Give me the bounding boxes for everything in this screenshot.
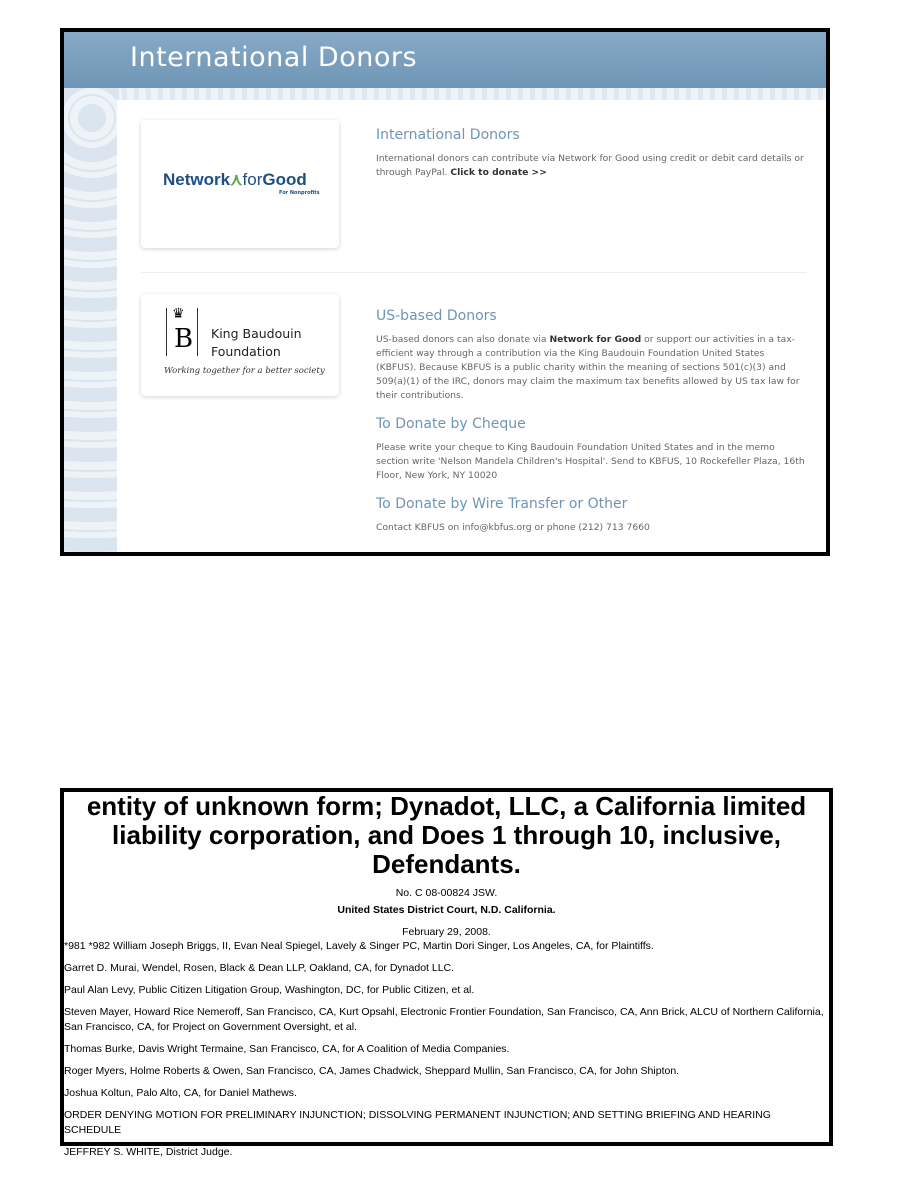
section-text: Please write your cheque to King Baudouin Foundation United States and in the memo section write 'Nelson Mandela Children's Hospital'. Send to KBFUS, 10 Rockefeller Plaza, 16th Floor, New York, NY 10020	[376, 442, 805, 481]
content-card	[117, 100, 826, 552]
person-icon: ⋏	[230, 170, 243, 189]
counsel-line: Thomas Burke, Davis Wright Termaine, San Francisco, CA, for A Coalition of Media Companies.	[64, 1043, 510, 1055]
logo-subtext: For Nonprofits	[279, 190, 320, 196]
section-wire	[376, 496, 806, 535]
click-to-donate-link[interactable]: Click to donate >>	[450, 167, 547, 178]
crown-icon: ♛	[172, 306, 185, 322]
court-name: United States District Court, N.D. California.	[337, 904, 556, 916]
network-for-good-link[interactable]: Network for Good	[549, 334, 642, 345]
section-international	[376, 127, 806, 180]
section-text: Contact KBFUS on info@kbfus.org or phone (212) 713 7660	[376, 522, 650, 533]
case-heading: entity of unknown form; Dynadot, LLC, a California limited liability corporation, and Does 1 through 10, inclusive, Defendants.	[86, 791, 807, 879]
counsel-line: Roger Myers, Holme Roberts & Owen, San Francisco, CA, James Chadwick, Sheppard Mullin, San Francisco, CA, for John Shipton.	[64, 1065, 680, 1077]
logo-name-2: Foundation	[211, 344, 281, 359]
section-cheque	[376, 416, 806, 483]
decorative-pattern-left	[64, 88, 119, 552]
case-number: No. C 08-00824 JSW.	[395, 887, 498, 899]
logo-name-1: King Baudouin	[211, 326, 302, 341]
section-text: US-based donors can also donate via Network for Good or support our activities in a tax-efficient way through a contribution via the King Baudouin Foundation United States (KBFUS). Because KBFUS is a public charity within the meaning of sections 501(c)(3) and 509(a)(1) of the IRC, donors may claim the maximum tax benefits allowed by US tax law for their contributions.	[376, 334, 800, 401]
logo-tagline: Working together for a better society	[164, 366, 325, 376]
counsel-line: *981 *982 William Joseph Briggs, II, Evan Neal Spiegel, Lavely & Singer PC, Martin Dori Singer, Los Angeles, CA, for Plaintiffs.	[64, 940, 654, 952]
network-for-good-logo[interactable]	[141, 120, 339, 248]
page-header	[64, 32, 826, 88]
logo-text-network: Network	[163, 170, 231, 189]
divider	[141, 272, 806, 273]
counsel-line: Garret D. Murai, Wendel, Rosen, Black & Dean LLP, Oakland, CA, for Dynadot LLC.	[64, 962, 455, 974]
counsel-line: Steven Mayer, Howard Rice Nemeroff, San Francisco, CA, Kurt Opsahl, Electronic Frontier Foundation, San Francisco, CA, Ann Brick, ALCU of Northern California, San Francisco, CA, for Project on Government Oversight, et al.	[64, 1006, 824, 1033]
order-title: ORDER DENYING MOTION FOR PRELIMINARY INJUNCTION; DISSOLVING PERMANENT INJUNCTION; AND SETTING BRIEFING AND HEARING SCHEDULE	[64, 1109, 771, 1136]
logo-text-for: for	[242, 170, 263, 189]
court-document	[60, 788, 833, 1158]
donors-screenshot	[60, 28, 830, 556]
page-title: International Donors	[130, 42, 418, 73]
section-title: To Donate by Wire Transfer or Other	[376, 496, 628, 512]
section-us-based	[376, 308, 806, 403]
section-title: US-based Donors	[376, 308, 497, 324]
decision-date: February 29, 2008.	[402, 926, 491, 938]
section-title: To Donate by Cheque	[376, 416, 526, 432]
counsel-line: Paul Alan Levy, Public Citizen Litigation Group, Washington, DC, for Public Citizen, et al.	[64, 984, 475, 996]
logo-letter: B	[174, 324, 194, 354]
logo-text-good: Good	[262, 170, 307, 189]
king-baudouin-logo[interactable]	[141, 294, 339, 396]
section-title: International Donors	[376, 127, 520, 143]
judge-line: JEFFREY S. WHITE, District Judge.	[64, 1146, 233, 1158]
counsel-line: Joshua Koltun, Palo Alto, CA, for Daniel Mathews.	[64, 1087, 297, 1099]
section-text: International donors can contribute via Network for Good using credit or debit card details or through PayPal. Click to donate >>	[376, 153, 804, 178]
